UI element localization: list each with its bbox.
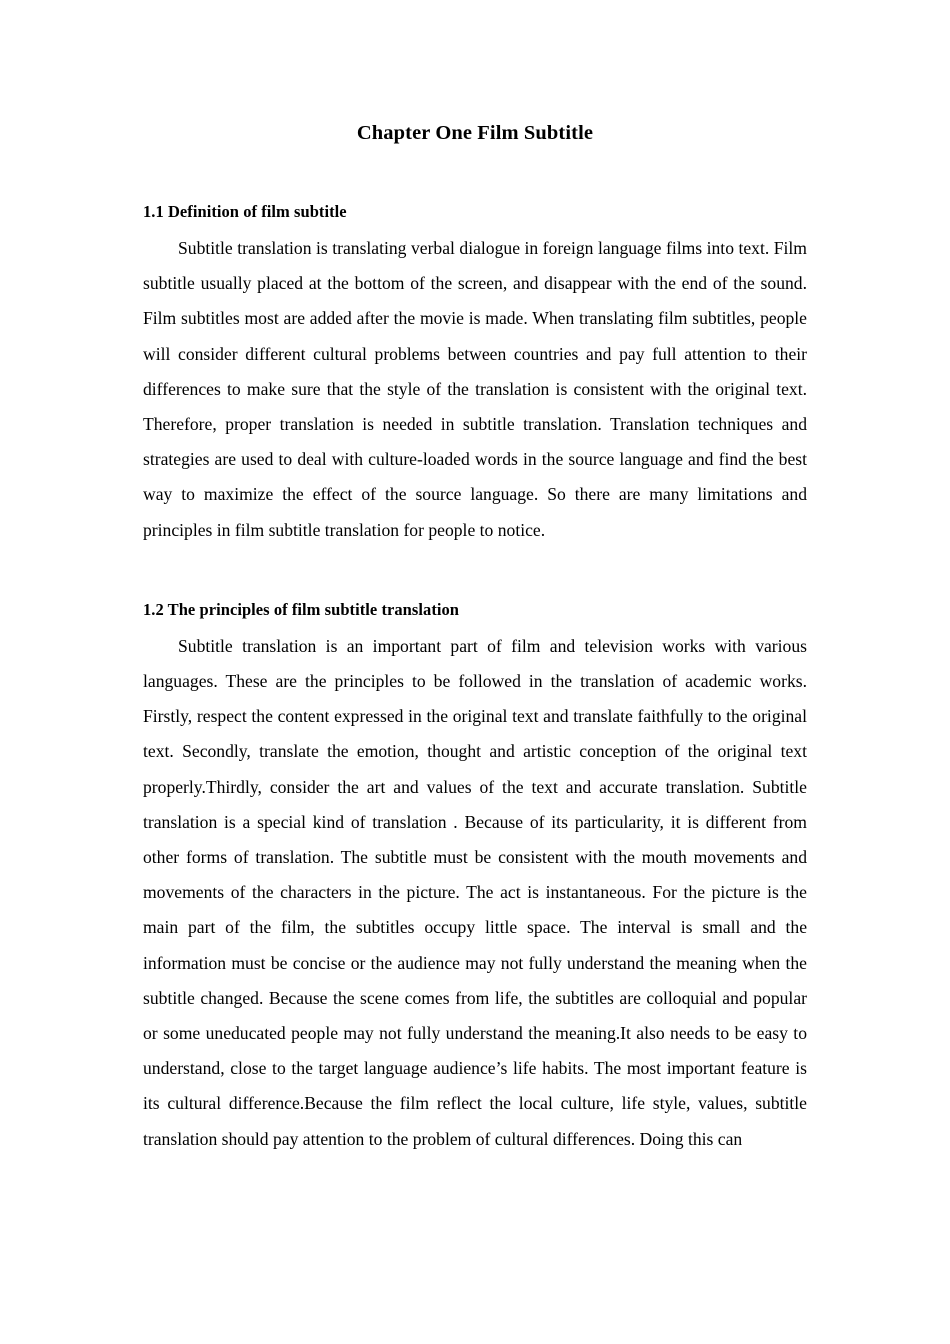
section-heading-1-1: 1.1 Definition of film subtitle [143, 202, 347, 221]
page-content [143, 0, 807, 1157]
page-title: Chapter One Film Subtitle [356, 122, 594, 144]
section-paragraph-1-2: Subtitle translation is an important part of film and television works with various languages. These are the principles to be followed in the translation of academic works. Firstly, respect the content expressed in the original text and translate faithfully to the original text. Secondly, translate the emotion, thought and artistic conception of the original text properly.Thirdly, consider the art and values of the text and accurate translation. Subtitle translation is a special kind of translation . Because of its particularity, it is different from other forms of translation. The subtitle must be consistent with the mouth movements and movements of the characters in the picture. The act is instantaneous. For the picture is the main part of the film, the subtitles occupy little space. The interval is small and the information must be concise or the audience may not fully understand the meaning when the subtitle changed. Because the scene comes from life, the subtitles are colloquial and popular or some uneducated people may not fully understand the meaning.It also needs to be easy to understand, close to the target language audience’s life habits. The most important feature is its cultural difference.Because the film reflect the local culture, life style, values, subtitle translation should pay attention to the problem of cultural differences. Doing this can [143, 635, 807, 1149]
section-paragraph-1-1: Subtitle translation is translating verbal dialogue in foreign language films into text. Film subtitle usually placed at the bottom of the screen, and disappear with the end of the sound. Film subtitles most are added after the movie is made. When translating film subtitles, people will consider different cultural problems between countries and pay full attention to their differences to make sure that the style of the translation is consistent with the original text. Therefore, proper translation is needed in subtitle translation. Translation techniques and strategies are used to deal with culture-loaded words in the source language and find the best way to maximize the effect of the source language. So there are many limitations and principles in film subtitle translation for people to notice. [143, 238, 807, 540]
section-heading-1-2: 1.2 The principles of film subtitle translation [143, 599, 460, 619]
